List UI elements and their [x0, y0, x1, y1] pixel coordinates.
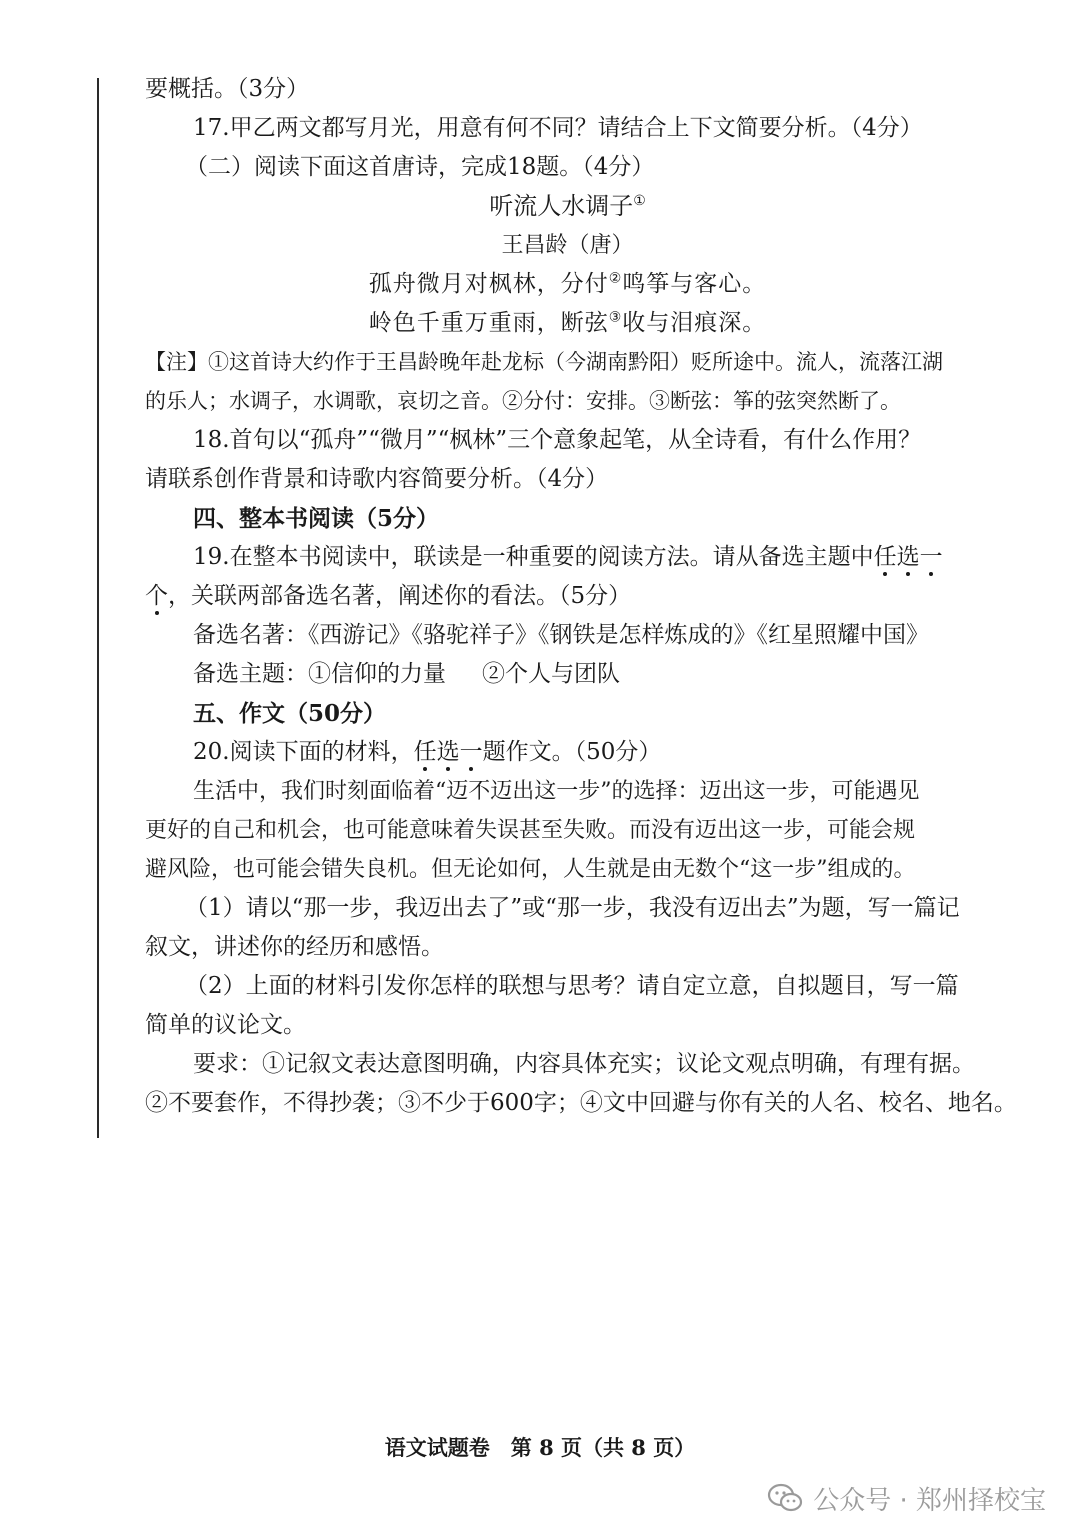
page-footer: 语文试题卷 第 8 页（共 8 页） — [384, 1435, 696, 1460]
poem-note-1: 【注】①这首诗大约作于王昌龄晚年赴龙标（今湖南黔阳）贬所途中。流人，流落江湖 — [145, 350, 943, 374]
poem-note-2: 的乐人；水调子，水调歌，哀切之音。②分付：安排。③断弦：筝的弦突然断了。 — [145, 389, 901, 413]
question-19-line-1: 19.在整本书阅读中，联读是一种重要的阅读方法。请从备选主题中任选一 — [193, 544, 943, 570]
option-2-line-1: （2）上面的材料引发你怎样的联想与思考？请自定立意，自拟题目，写一篇 — [185, 973, 959, 999]
wechat-icon — [767, 1483, 803, 1513]
option-1-line-1: （1）请以“那一步，我迈出去了”或“那一步，我没有迈出去”为题，写一篇记 — [185, 895, 960, 921]
poem-line-2: 岭色千重万重雨，断弦③收与泪痕深。 — [368, 309, 767, 336]
question-18-line-1: 18.首句以“孤舟”“微月”“枫林”三个意象起笔，从全诗看，有什么作用？ — [193, 427, 922, 453]
poem-author: 王昌龄（唐） — [501, 233, 634, 258]
section-5-heading: 五、作文（50分） — [193, 700, 387, 727]
section-4-heading: 四、整本书阅读（5分） — [193, 505, 440, 532]
question-18-line-2: 请联系创作背景和诗歌内容简要分析。（4分） — [145, 466, 609, 492]
candidate-themes: 备选主题：①信仰的力量 ②个人与团队 — [193, 661, 620, 687]
binding-margin-line — [97, 78, 99, 1138]
material-line-2: 更好的自己和机会，也可能意味着失误甚至失败。而没有迈出这一步，可能会规 — [145, 818, 916, 843]
material-line-3: 避风险，也可能会错失良机。但无论如何，人生就是由无数个“这一步”组成的。 — [145, 857, 916, 882]
material-line-1: 生活中，我们时刻面临着“迈不迈出这一步”的选择：迈出这一步，可能遇见 — [193, 779, 920, 804]
requirements-line-1: 要求：①记叙文表达意图明确，内容具体充实；议论文观点明确，有理有据。 — [193, 1051, 975, 1077]
question-19-line-2: 个，关联两部备选名著，阐述你的看法。（5分） — [145, 583, 632, 609]
question-17: 17.甲乙两文都写月光，用意有何不同？请结合上下文简要分析。（4分） — [193, 115, 923, 141]
exam-page-content — [145, 70, 1017, 1123]
poem-title: 听流人水调子① — [489, 192, 646, 220]
option-1-line-2: 叙文，讲述你的经历和感悟。 — [145, 934, 444, 960]
poem-line-1: 孤舟微月对枫林，分付②鸣筝与客心。 — [368, 270, 767, 297]
section-2-heading: （二）阅读下面这首唐诗，完成18题。（4分） — [185, 154, 655, 180]
candidate-books: 备选名著：《西游记》《骆驼祥子》《钢铁是怎样炼成的》《红星照耀中国》 — [193, 622, 929, 648]
question-20: 20.阅读下面的材料，任选一题作文。（50分） — [193, 739, 662, 765]
option-2-line-2: 简单的议论文。 — [145, 1012, 306, 1038]
watermark-text: 公众号 · 郑州择校宝 — [813, 1485, 1046, 1516]
watermark — [767, 1478, 1046, 1518]
requirements-line-2: ②不要套作，不得抄袭；③不少于600字；④文中回避与你有关的人名、校名、地名。 — [145, 1090, 1017, 1116]
line-1: 要概括。（3分） — [145, 76, 310, 102]
